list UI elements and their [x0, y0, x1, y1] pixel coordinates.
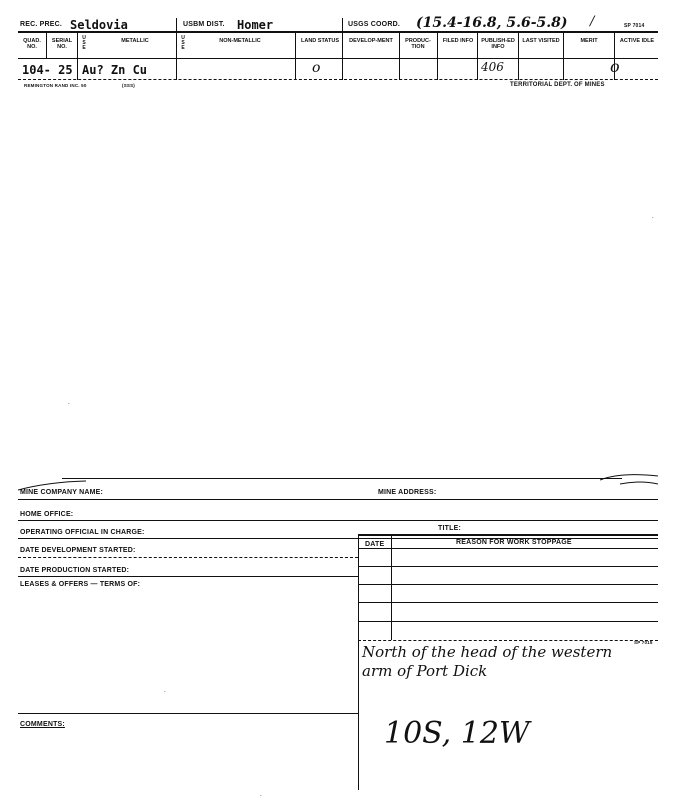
published-info-value: 406 [481, 60, 504, 74]
title-label: TITLE: [438, 525, 461, 532]
form-number-top: SP 7014 [624, 23, 645, 29]
form-code: (SSS) [122, 83, 136, 88]
col-use-nonmetallic: U S E [181, 35, 185, 51]
quad-serial-value: 104- 25 [22, 63, 73, 77]
leases-offers-label: LEASES & OFFERS — TERMS OF: [20, 581, 141, 588]
active-idle-value: o [610, 57, 620, 76]
scan-speck: . [164, 688, 166, 694]
col-quad-no: QUAD. NO. [23, 38, 41, 50]
col-filed-info: FILED INFO [442, 38, 474, 44]
comments-label: COMMENTS: [20, 721, 65, 728]
date-prod-started-label: DATE PRODUCTION STARTED: [20, 567, 130, 574]
date-col-label: DATE [365, 541, 385, 548]
operating-official-label: OPERATING OFFICIAL IN CHARGE: [20, 529, 145, 536]
dept-imprint: TERRITORIAL DEPT. OF MINES [510, 82, 605, 88]
printer-imprint: REMINGTON RAND INC. 50 [24, 83, 87, 88]
rec-prec-label: REC. PREC. [20, 21, 63, 28]
col-published-info: PUBLISH-ED INFO [481, 38, 515, 50]
date-dev-started-label: DATE DEVELOPMENT STARTED: [20, 547, 136, 554]
rec-prec-value: Seldovia [70, 18, 128, 32]
location-note-line1: North of the head of the western [362, 643, 613, 661]
mine-address-label: MINE ADDRESS: [378, 489, 437, 496]
col-serial-no: SERIAL NO. [51, 38, 73, 50]
usbm-dist-label: USBM DIST. [183, 21, 225, 28]
home-office-label: HOME OFFICE: [20, 511, 74, 518]
usgs-coord-value: (15.4-16.8, 5.6-5.8) [416, 15, 568, 31]
scan-speck: . [68, 400, 70, 406]
location-note-line2: arm of Port Dick [362, 662, 488, 680]
usgs-coord-label: USGS COORD. [348, 21, 400, 28]
scan-speck: . [652, 214, 654, 220]
usbm-dist-value: Homer [237, 18, 274, 32]
col-metallic: METALLIC [121, 38, 149, 44]
col-merit: MERIT [580, 38, 598, 44]
township-range-note: 10S, 12W [384, 716, 530, 751]
col-active-idle: ACTIVE IDLE [619, 38, 655, 44]
card-edge-curl [600, 470, 660, 490]
scan-speck: . [260, 792, 262, 798]
form-number-bottom: SP 7015 [634, 640, 653, 645]
reason-work-stoppage-label: REASON FOR WORK STOPPAGE [456, 539, 572, 546]
col-use-metallic: U S E [82, 35, 86, 51]
col-production: PRODUC-TION [405, 38, 431, 50]
check-mark: ∕ [590, 14, 595, 29]
col-development: DEVELOP-MENT [349, 38, 393, 44]
col-land-status: LAND STATUS [301, 38, 339, 44]
land-status-value: o [312, 60, 321, 76]
col-nonmetallic: NON-METALLIC [219, 38, 261, 44]
metallic-value: Au? Zn Cu [82, 63, 148, 77]
col-last-visited: LAST VISITED [522, 38, 560, 44]
mine-company-name-label: MINE COMPANY NAME: [20, 489, 104, 496]
